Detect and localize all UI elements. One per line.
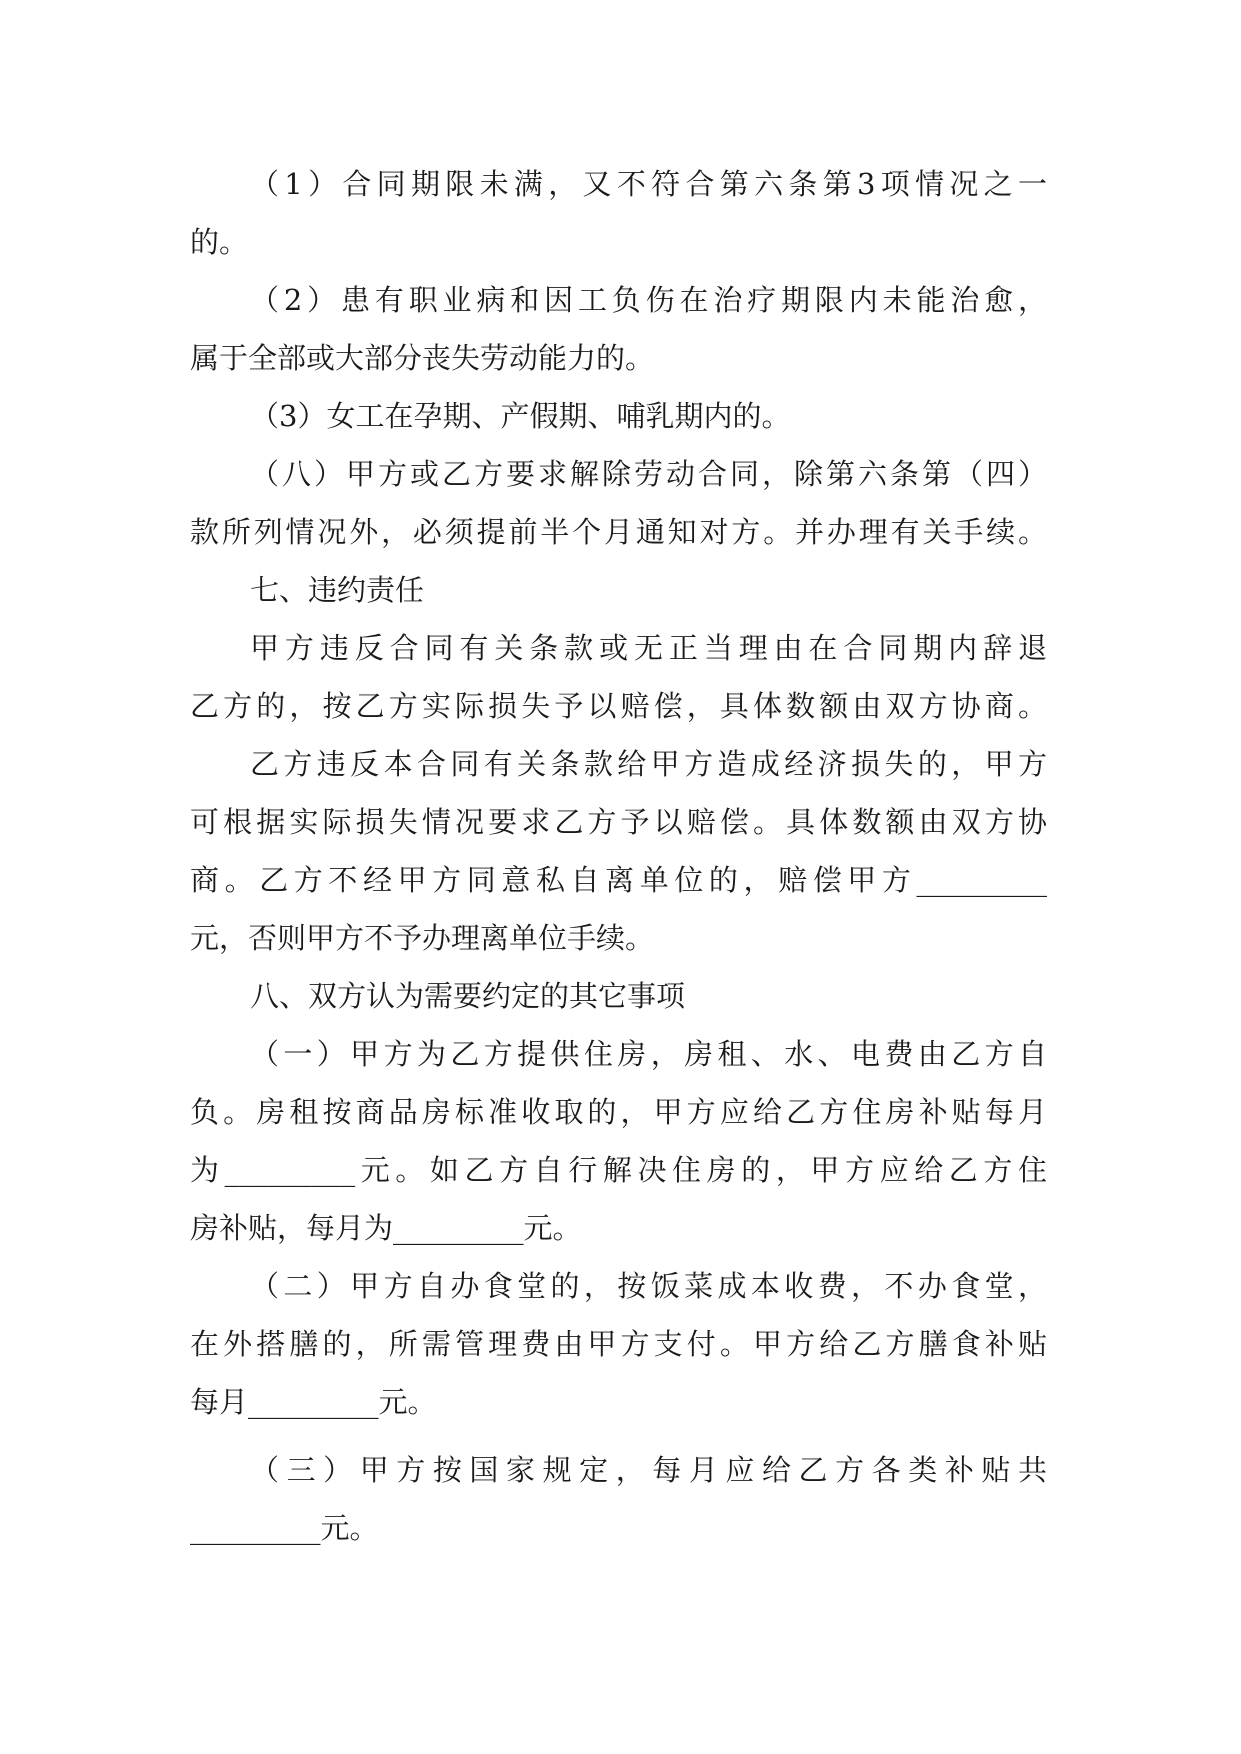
paragraph-line: （三）甲方按国家规定，每月应给乙方各类补贴共	[250, 1453, 1047, 1487]
paragraph-line: （3）女工在孕期、产假期、哺乳期内的。	[250, 399, 791, 433]
paragraph-line: 属于全部或大部分丧失劳动能力的。	[190, 341, 655, 375]
paragraph-line: 为_________元。如乙方自行解决住房的，甲方应给乙方住	[190, 1153, 1047, 1187]
paragraph-line: （1）合同期限未满，又不符合第六条第3项情况之一	[250, 167, 1047, 201]
paragraph-line: 商。乙方不经甲方同意私自离单位的，赔偿甲方_________	[190, 863, 1047, 897]
paragraph-line: 负。房租按商品房标准收取的，甲方应给乙方住房补贴每月	[190, 1095, 1047, 1129]
paragraph-line: 元，否则甲方不予办理离单位手续。	[190, 921, 655, 955]
paragraph-line: 房补贴，每月为_________元。	[190, 1211, 582, 1245]
paragraph-line: _________元。	[190, 1511, 379, 1545]
paragraph-line: （二）甲方自办食堂的，按饭菜成本收费，不办食堂，	[250, 1269, 1047, 1303]
paragraph-line: 可根据实际损失情况要求乙方予以赔偿。具体数额由双方协	[190, 805, 1047, 839]
paragraph-line: 的。	[190, 225, 249, 259]
paragraph-line: 甲方违反合同有关条款或无正当理由在合同期内辞退	[250, 631, 1047, 665]
paragraph-line: 款所列情况外，必须提前半个月通知对方。并办理有关手续。	[190, 515, 1047, 549]
paragraph-line: （2）患有职业病和因工负伤在治疗期限内未能治愈，	[250, 283, 1047, 317]
paragraph-line: 乙方违反本合同有关条款给甲方造成经济损失的，甲方	[250, 747, 1047, 781]
paragraph-line: 乙方的，按乙方实际损失予以赔偿，具体数额由双方协商。	[190, 689, 1047, 723]
paragraph-line: 在外搭膳的，所需管理费由甲方支付。甲方给乙方膳食补贴	[190, 1327, 1047, 1361]
section-heading: 七、违约责任	[250, 573, 425, 607]
paragraph-line: 每月_________元。	[190, 1385, 437, 1419]
paragraph-line: （一）甲方为乙方提供住房，房租、水、电费由乙方自	[250, 1037, 1047, 1071]
section-heading: 八、双方认为需要约定的其它事项	[250, 979, 686, 1013]
paragraph-line: （八）甲方或乙方要求解除劳动合同，除第六条第（四）	[250, 457, 1047, 491]
